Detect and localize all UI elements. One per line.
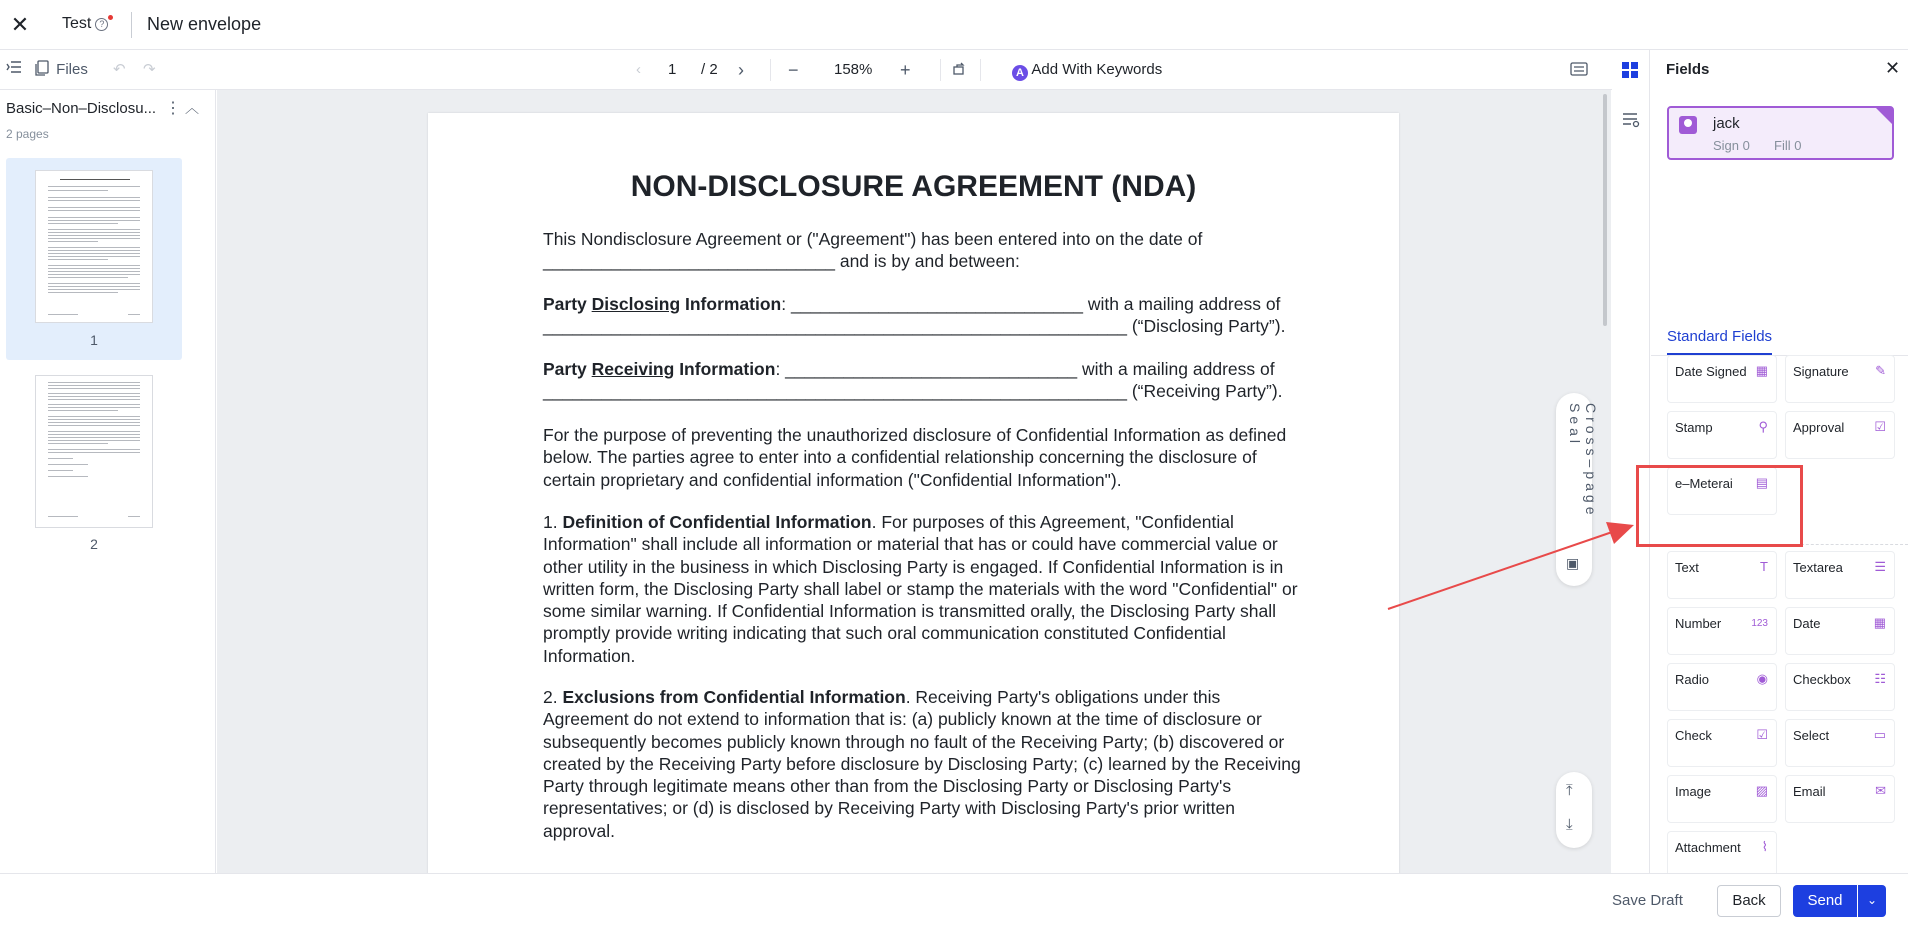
date-signed-icon: ▦ <box>1755 363 1768 378</box>
field-label: e–Meterai <box>1675 476 1733 491</box>
field-card-signature[interactable] <box>1785 355 1895 403</box>
user-icon <box>1679 116 1697 134</box>
files-button[interactable] <box>35 50 88 90</box>
page-jump-controls <box>1556 772 1592 848</box>
close-icon[interactable]: ✕ <box>10 12 30 37</box>
clipboard-check-icon: ☑ <box>1874 419 1886 434</box>
section-2-paragraph: 2. Exclusions from Confidential Information. Receiving Party's obligations under this Agreement do not extend to information that is: (a) publicly known at the time of disclosure or subsequently becomes publicly known through no fault of the Receiving Party; (b) discovered or created by the Receiving Party before disclosure by Disclosing Party; (c) learned by the Receiving Party through legitimate means other than from the Disclosing Party or Disclosing Party's representatives; or (d) is disclosed by Receiving Party with Disclosing Party's prior written approval. <box>543 687 1301 841</box>
thumbnail-image <box>35 170 153 323</box>
field-card-date-signed[interactable] <box>1667 355 1777 403</box>
files-icon <box>35 61 49 78</box>
meterai-icon: ▤ <box>1755 475 1768 490</box>
selected-check-icon <box>1876 108 1892 124</box>
field-label: Checkbox <box>1793 672 1851 687</box>
fields-grid-icon[interactable] <box>1622 62 1639 84</box>
toggle-sidebar-icon[interactable] <box>6 50 22 90</box>
envelope-name[interactable] <box>62 15 113 33</box>
field-card-approval[interactable] <box>1785 411 1895 459</box>
image-icon: ▨ <box>1755 783 1768 798</box>
disc-label: Party <box>543 294 592 314</box>
select-icon: ▭ <box>1873 727 1886 742</box>
rotate-icon[interactable] <box>952 50 966 90</box>
field-label: Check <box>1675 728 1712 743</box>
current-page-input[interactable]: 1 <box>668 61 677 78</box>
text-icon: T <box>1760 559 1768 574</box>
field-label: Approval <box>1793 420 1845 435</box>
zoom-out-icon[interactable]: − <box>788 60 799 80</box>
field-label: Textarea <box>1793 560 1843 575</box>
page-count: 2 pages <box>6 127 49 141</box>
document-toolbar <box>0 50 1612 90</box>
paperclip-icon: ⌇ <box>1761 839 1768 854</box>
field-label: Radio <box>1675 672 1709 687</box>
highlight-arrow <box>1380 510 1640 620</box>
zoom-level[interactable]: 158% <box>834 61 873 78</box>
field-label: Number <box>1675 616 1722 631</box>
page-title: New envelope <box>147 14 262 34</box>
field-card-textarea[interactable] <box>1785 551 1895 599</box>
divider <box>131 12 132 38</box>
zoom-in-icon[interactable]: + <box>900 60 911 80</box>
total-pages: / 2 <box>701 61 718 78</box>
check-box-icon: ☑ <box>1756 727 1768 742</box>
receiving-party-paragraph <box>543 358 1303 403</box>
unsaved-dot <box>108 15 113 20</box>
number-icon: 123 <box>1751 618 1768 629</box>
checklist-icon: ☷ <box>1874 671 1886 686</box>
highlight-box <box>1636 465 1803 547</box>
field-card-check[interactable] <box>1667 719 1777 767</box>
field-card-text[interactable] <box>1667 551 1777 599</box>
purpose-paragraph: For the purpose of preventing the unauthorized disclosure of Confidential Information as defined below. The parties agree to enter into a confidential relationship concerning the disclosure of certain proprietary and confidential information ("Confidential Information"). <box>543 425 1287 490</box>
section-1-text: . For purposes of this Agreement, "Confidential Information" shall include all information or material that has or could have commercial value or other utility in the business in which Disclosing Party is engaged. If Confidential Information is in written form, the Disclosing Party shall label or stamp the materials with the word "Confidential" or some similar warning. If Confidential Information is transmitted orally, the Disclosing Party shall promptly provide writing indicating that such oral communication constituted Confidential Information. <box>543 512 1298 666</box>
scrollbar[interactable] <box>1603 94 1607 326</box>
redo-icon[interactable]: ↷ <box>143 61 156 78</box>
close-icon[interactable]: ✕ <box>1885 58 1901 78</box>
fields-title: Fields <box>1666 61 1710 78</box>
pages-panel <box>0 90 216 873</box>
right-icon-rail <box>1612 50 1650 873</box>
add-with-keywords-button[interactable] <box>1012 50 1162 90</box>
intro-line-1: This Nondisclosure Agreement or ("Agreement") has been entered into on the date of <box>543 229 1203 249</box>
field-card-date[interactable] <box>1785 607 1895 655</box>
document-name[interactable]: Basic–Non–Disclosu... <box>6 100 157 117</box>
section-1-heading: Definition of Confidential Information <box>562 512 872 532</box>
stamp-icon: ⚲ <box>1758 419 1768 434</box>
intro-paragraph <box>543 228 1303 273</box>
cross-page-seal-label: Cross–page Seal <box>1567 403 1599 519</box>
send-button[interactable]: Send <box>1793 885 1857 917</box>
disc-underlined: Disclosing <box>591 294 681 314</box>
envelope-name-label: Test <box>62 15 92 32</box>
calendar-icon: ▦ <box>1873 615 1886 630</box>
top-bar <box>0 0 1908 50</box>
footer-bar <box>0 873 1908 928</box>
field-label: Text <box>1675 560 1699 575</box>
document-canvas[interactable] <box>217 90 1611 873</box>
pen-icon: ✎ <box>1875 363 1886 378</box>
jump-to-bottom-icon[interactable]: ⤓ <box>1566 816 1573 833</box>
chevron-up-icon[interactable]: ︿ <box>185 100 199 116</box>
next-page-icon[interactable]: › <box>738 60 744 80</box>
chevron-down-icon[interactable]: ⌄ <box>1858 885 1886 917</box>
tab-standard-fields[interactable]: Standard Fields <box>1667 328 1772 355</box>
field-label: Date <box>1793 616 1821 631</box>
field-card-attachment[interactable] <box>1667 831 1777 879</box>
thumbnail-number: 1 <box>90 332 98 348</box>
help-icon[interactable]: ? <box>95 18 108 31</box>
field-label: Select <box>1793 728 1830 743</box>
textarea-icon: ☰ <box>1874 559 1886 574</box>
field-label: Email <box>1793 784 1826 799</box>
view-mode-icon[interactable] <box>1570 50 1588 90</box>
keywords-label: Add With Keywords <box>1031 61 1163 78</box>
radio-icon: ◉ <box>1756 671 1768 686</box>
divider <box>980 59 981 81</box>
section-2-heading: Exclusions from Confidential Information <box>562 687 906 707</box>
field-label: Signature <box>1793 364 1849 379</box>
undo-icon[interactable]: ↶ <box>113 61 126 78</box>
section-1-paragraph: 1. Definition of Confidential Information. For purposes of this Agreement, "Confidential Information" shall include all information or material that has or could have commercial value or other utility in the business in which Disclosing Party is engaged. If Confidential Information is in written form, the Disclosing Party shall label or stamp the materials with the word "Confidential" or some similar warning. If Confidential Information is transmitted orally, the Disclosing Party shall promptly provide writing indicating that such oral communication constituted Confidential Information. <box>543 512 1298 666</box>
field-card-checkbox[interactable] <box>1785 663 1895 711</box>
recv-line-2: ____________________________________________________________ (“Receiving Party”). <box>543 381 1283 402</box>
seal-icon: ▣ <box>1566 555 1580 571</box>
field-card-select[interactable] <box>1785 719 1895 767</box>
recipient-name: jack <box>1713 115 1740 132</box>
jump-to-top-icon[interactable]: ⤒ <box>1566 782 1573 799</box>
prev-page-icon[interactable]: ‹ <box>636 61 641 78</box>
divider <box>770 59 771 81</box>
field-label: Attachment <box>1675 840 1741 855</box>
recv-label-2: Information <box>674 359 776 379</box>
disc-label-2: Information <box>680 294 782 314</box>
document-page[interactable] <box>428 113 1399 913</box>
document-title: NON-DISCLOSURE AGREEMENT (NDA) <box>630 170 1197 203</box>
files-label: Files <box>56 61 88 78</box>
recv-underlined: Receiving <box>591 359 675 379</box>
keywords-icon: A <box>1012 65 1028 81</box>
thumbnail-image <box>35 375 153 528</box>
page-thumbnail-1[interactable] <box>6 158 182 360</box>
thumbnail-number: 2 <box>90 536 98 552</box>
sign-count: Sign 0 <box>1713 138 1750 153</box>
page-thumbnail-2[interactable] <box>6 372 182 562</box>
email-icon: ✉ <box>1875 783 1886 798</box>
field-label: Stamp <box>1675 420 1713 435</box>
field-card-number[interactable] <box>1667 607 1777 655</box>
section-2-text: . Receiving Party's obligations under this Agreement do not extend to information that is: (a) publicly known at the time of disclosure or subsequently becomes publicly known through no fault of the Receiving Party; (b) discovered or created by the Receiving Party before disclosure by Disclosing Party; (c) learned by the Receiving Party through legitimate means other than from the Disclosing Party or Disclosing Party's representatives; or (d) is disclosed by Receiving Party with Disclosing Party's prior written approval. <box>543 687 1301 841</box>
save-draft-button[interactable]: Save Draft <box>1612 892 1683 909</box>
disclosing-party-paragraph <box>543 293 1303 338</box>
field-card-image[interactable] <box>1667 775 1777 823</box>
field-card-radio[interactable] <box>1667 663 1777 711</box>
recipient-card[interactable] <box>1667 106 1894 160</box>
recv-label: Party <box>543 359 592 379</box>
divider <box>940 59 941 81</box>
back-button[interactable]: Back <box>1717 885 1781 917</box>
field-label: Image <box>1675 784 1712 799</box>
list-settings-icon[interactable] <box>1622 112 1640 133</box>
more-vertical-icon[interactable]: ⋮ <box>165 100 181 117</box>
intro-line-2: ______________________________ and is by and between: <box>543 251 1020 272</box>
field-label: Date Signed <box>1675 364 1747 379</box>
disc-line-2: ____________________________________________________________ (“Disclosing Party”). <box>543 316 1286 337</box>
fill-count: Fill 0 <box>1774 138 1802 153</box>
field-card-email[interactable] <box>1785 775 1895 823</box>
fields-panel <box>1651 50 1908 873</box>
field-card-stamp[interactable] <box>1667 411 1777 459</box>
recv-rest: : ______________________________ with a mailing address of <box>775 359 1275 379</box>
disc-rest: : ______________________________ with a mailing address of <box>781 294 1281 314</box>
